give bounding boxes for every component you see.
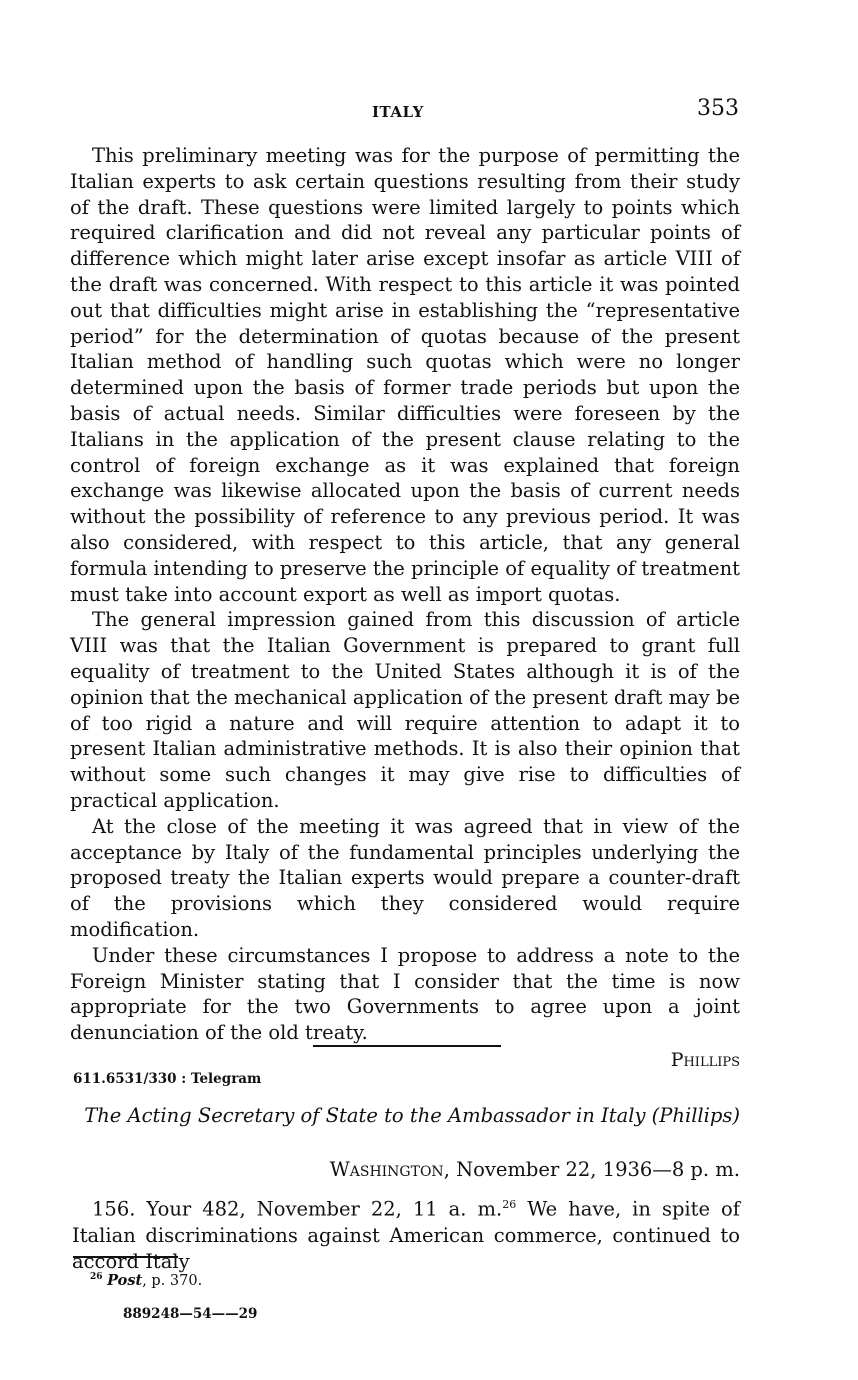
file-reference: 611.6531/330 : Telegram xyxy=(73,1071,262,1087)
footnote-text: , p. 370. xyxy=(142,1273,203,1289)
paragraph: Under these circumstances I propose to address a note to the Foreign Minister stating that I consider that the time is now appropriate for the two Governments to agree upon a joint denunciation of the old treaty. xyxy=(70,943,740,1045)
footnote-ref: Post xyxy=(107,1272,143,1289)
dateline-date: , November 22, 1936—8 p. m. xyxy=(443,1158,740,1181)
printer-mark: 889248—54——29 xyxy=(123,1306,258,1322)
letter-body xyxy=(70,143,740,1074)
signature: Phillips xyxy=(670,1048,740,1071)
footnote xyxy=(90,1272,202,1289)
running-header-title: ITALY xyxy=(372,103,424,121)
section-divider xyxy=(313,1045,501,1047)
telegram-body xyxy=(72,1192,740,1275)
paragraph: At the close of the meeting it was agreed that in view of the acceptance by Italy of the fundamental principles underlying the proposed treaty the Italian experts would prepare a counter-draft of the provisions which they considered would require modification. xyxy=(70,814,740,941)
dateline-place: Washington xyxy=(329,1158,444,1181)
footnote-marker: 26 xyxy=(502,1198,517,1211)
dateline xyxy=(330,1158,740,1181)
paragraph: This preliminary meeting was for the purpose of permitting the Italian experts to ask certain questions resulting from their study of the draft. These questions were limited largely to points which required clarification and did not reveal any particular points of difference which might later arise except insofar as article VIII of the draft was concerned. With respect to this article it was pointed out that difficulties might arise in establishing the “representative period” for the determination of quotas because of the present Italian method of handling such quotas which were no longer determined upon the basis of former trade periods but upon the basis of actual needs. Similar difficulties were foreseen by the Italians in the application of the present clause relating to the control of foreign exchange as it was explained that foreign exchange was likewise allocated upon the basis of current needs without the possibility of reference to any previous period. It was also considered, with respect to this article, that any general formula intending to preserve the principle of equality of treatment must take into account export as well as import quotas. xyxy=(70,144,740,606)
footnote-number: 26 xyxy=(90,1272,103,1283)
telegram-text-start: 156. Your 482, November 22, 11 a. m. xyxy=(92,1197,503,1221)
paragraph: The general impression gained from this discussion of article VIII was that the Italian Government is prepared to grant full equality of treatment to the United States although it is of the opinion that the mechanical application of the present draft may be of too rigid a nature and will require attention to adapt it to present Italian administrative methods. It is also their opinion that without some such changes it may give rise to difficulties of practical application. xyxy=(70,608,740,812)
document-heading: The Acting Secretary of State to the Ambassador in Italy (Phillips) xyxy=(84,1104,740,1127)
paragraph xyxy=(72,1192,740,1275)
footnote-divider xyxy=(73,1256,178,1258)
page-number: 353 xyxy=(697,96,739,121)
telegram-text-continued: We have, in spite of Italian discriminations against American commerce, continued to accord Italy xyxy=(72,1197,741,1273)
